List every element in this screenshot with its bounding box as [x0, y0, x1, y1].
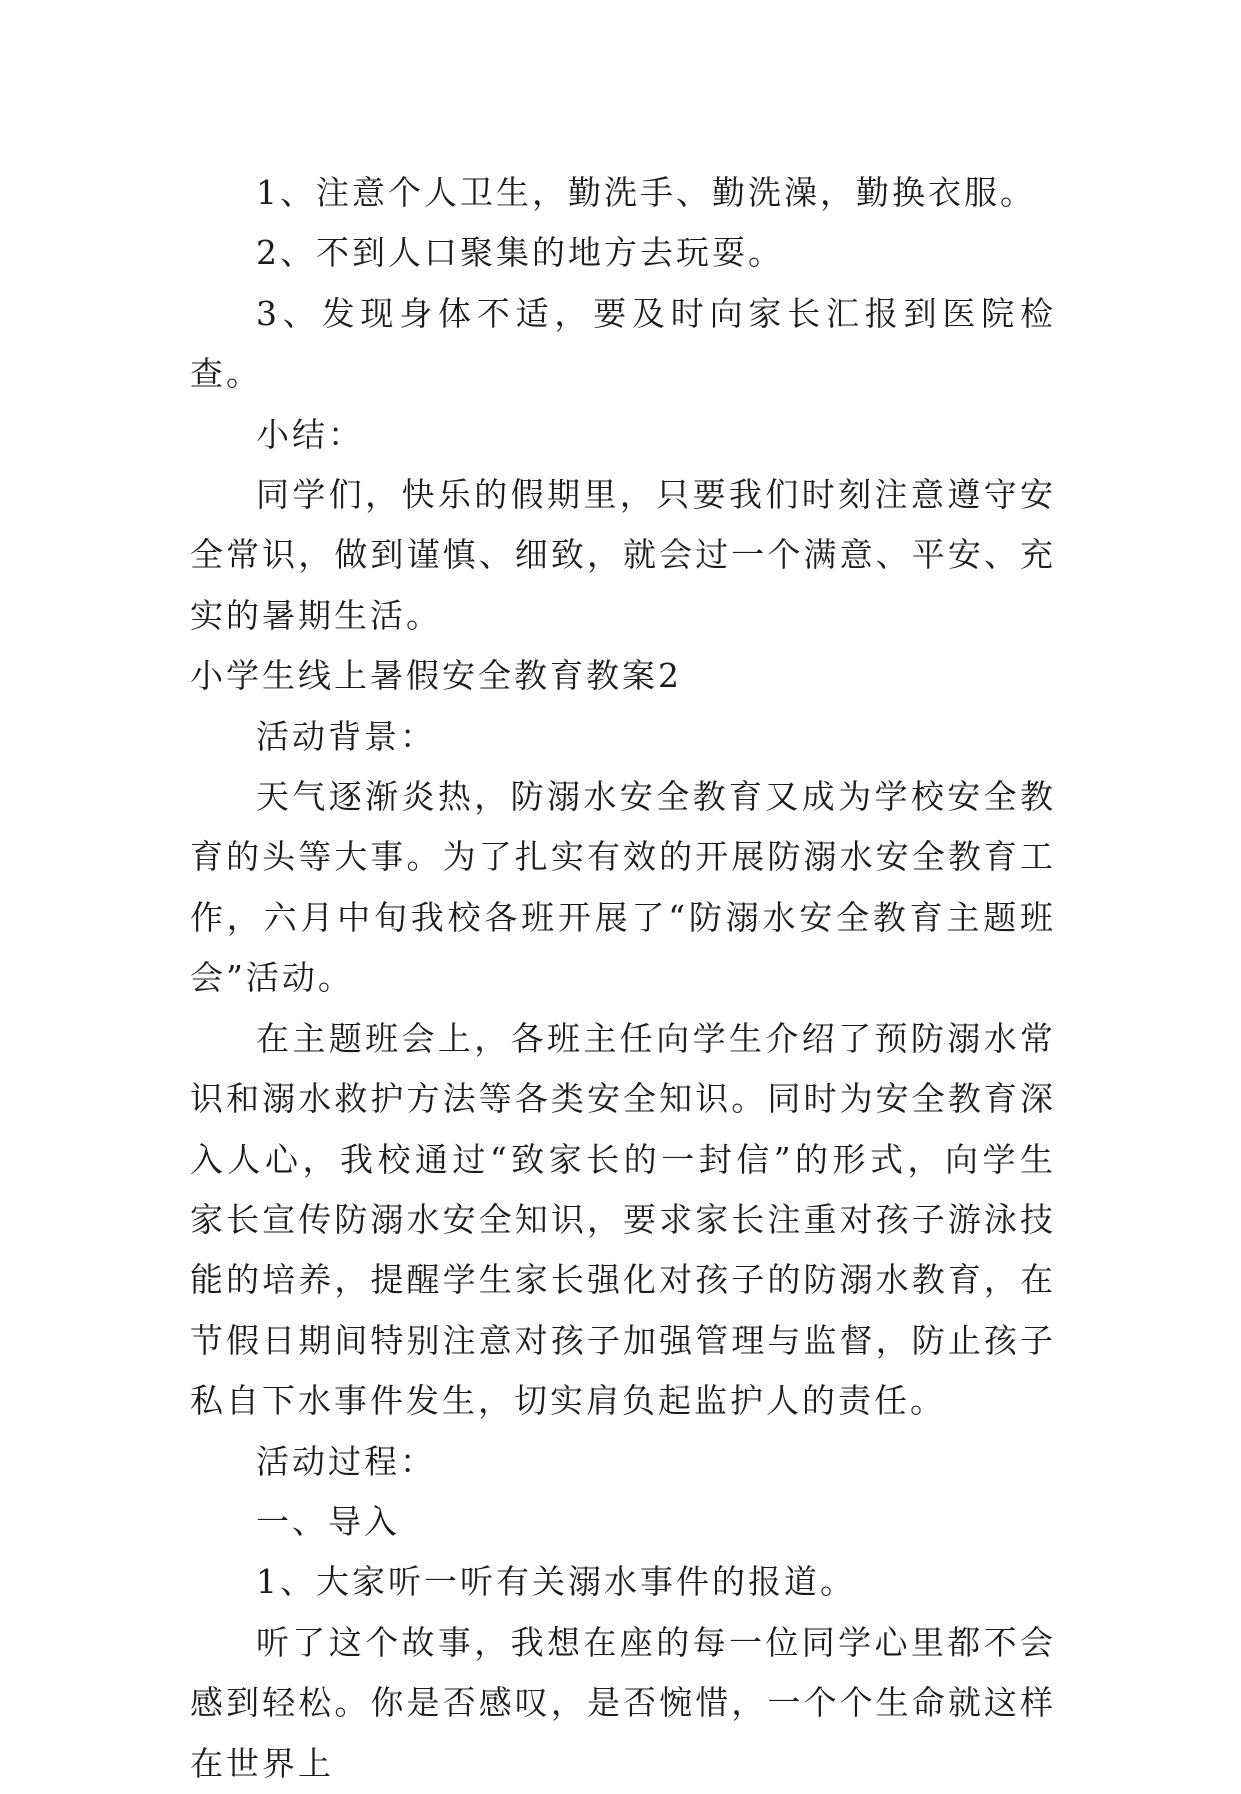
- background-paragraph-2: 在主题班会上，各班主任向学生介绍了预防溺水常识和溺水救护方法等各类安全知识。同时为安全教育深入人心，我校通过“致家长的一封信”的形式，向学生家长宣传防溺水安全知识，要求家长注重对孩子游泳技能的培养，提醒学生家长强化对孩子的防溺水教育，在节假日期间特别注意对孩子加强管理与监督，防止孩子私自下水事件发生，切实肩负起监护人的责任。: [190, 1018, 1056, 1421]
- intro-item-1: 1、大家听一听有关溺水事件的报道。: [256, 1562, 856, 1602]
- document-body: [190, 163, 1056, 1794]
- summary-paragraph: 同学们，快乐的假期里，只要我们时刻注意遵守安全常识，做到谨慎、细致，就会过一个满意、平安、充实的暑期生活。: [190, 475, 1056, 635]
- story-paragraph: 听了这个故事，我想在座的每一位同学心里都不会感到轻松。你是否感叹，是否惋惜，一个个生命就这样在世界上: [190, 1622, 1056, 1783]
- list-item-hygiene: 1、注意个人卫生，勤洗手、勤洗澡，勤换衣服。: [256, 173, 1036, 212]
- intro-heading: 一、导入: [256, 1501, 400, 1541]
- process-label: 活动过程：: [256, 1441, 436, 1481]
- summary-label: 小结：: [256, 414, 364, 454]
- section-title: 小学生线上暑假安全教育教案2: [190, 656, 682, 696]
- list-item-avoid-crowds: 2、不到人口聚集的地方去玩耍。: [256, 233, 784, 273]
- background-paragraph-1: 天气逐渐炎热，防溺水安全教育又成为学校安全教育的头等大事。为了扎实有效的开展防溺水安全教育工作，六月中旬我校各班开展了“防溺水安全教育主题班会”活动。: [190, 777, 1056, 998]
- background-label: 活动背景：: [256, 716, 436, 756]
- list-item-report-illness: 3、发现身体不适，要及时向家长汇报到医院检查。: [190, 293, 1056, 394]
